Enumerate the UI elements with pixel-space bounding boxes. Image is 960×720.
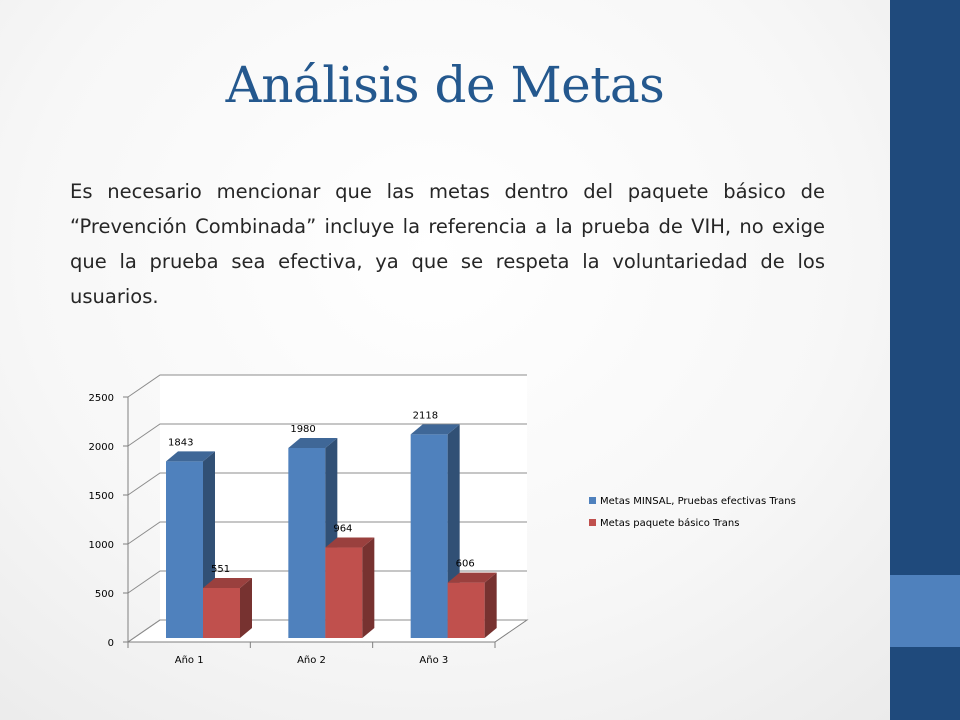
bar-front [166,461,203,638]
y-tick-label: 500 [94,589,114,600]
bar [448,573,497,638]
bar-front [448,583,485,638]
slide-body-text: Es necesario mencionar que las metas dentro del paquete básico de “Prevención Combinada” incluye la referencia a la prueba de VIH, no exige que la prueba sea efectiva, ya que se respeta la voluntariedad de los usuarios. [70,180,825,308]
y-tick-label: 1500 [88,491,114,502]
y-tick-label: 0 [107,638,114,649]
bar-value-label: 1980 [290,423,316,435]
bar-front [288,448,325,638]
bar-front [325,548,362,638]
legend-swatch [589,519,596,526]
bar-value-label: 551 [211,564,231,576]
bar [203,578,252,638]
y-tick-label: 1000 [88,540,114,551]
bar [325,538,374,638]
bar-side [362,538,374,638]
y-tick-label: 2000 [88,442,114,453]
x-tick-label: Año 2 [297,655,326,666]
slide-title: Análisis de Metas [225,56,665,114]
chart-legend [589,496,796,529]
bar-value-label: 964 [333,523,353,535]
bar-front [203,588,240,638]
bar-side [485,573,497,638]
bar-value-label: 2118 [412,410,439,422]
x-tick-label: Año 3 [419,655,449,666]
legend-label: Metas paquete básico Trans [600,518,740,529]
x-tick-label: Año 1 [174,655,204,666]
bar-value-label: 1843 [168,437,194,449]
legend-swatch [589,497,596,504]
y-tick-label: 2500 [88,393,114,404]
bar-value-label: 606 [455,558,475,570]
bar-front [411,434,448,638]
legend-label: Metas MINSAL, Pruebas efectivas Trans [600,496,796,507]
bar-side [240,578,252,638]
